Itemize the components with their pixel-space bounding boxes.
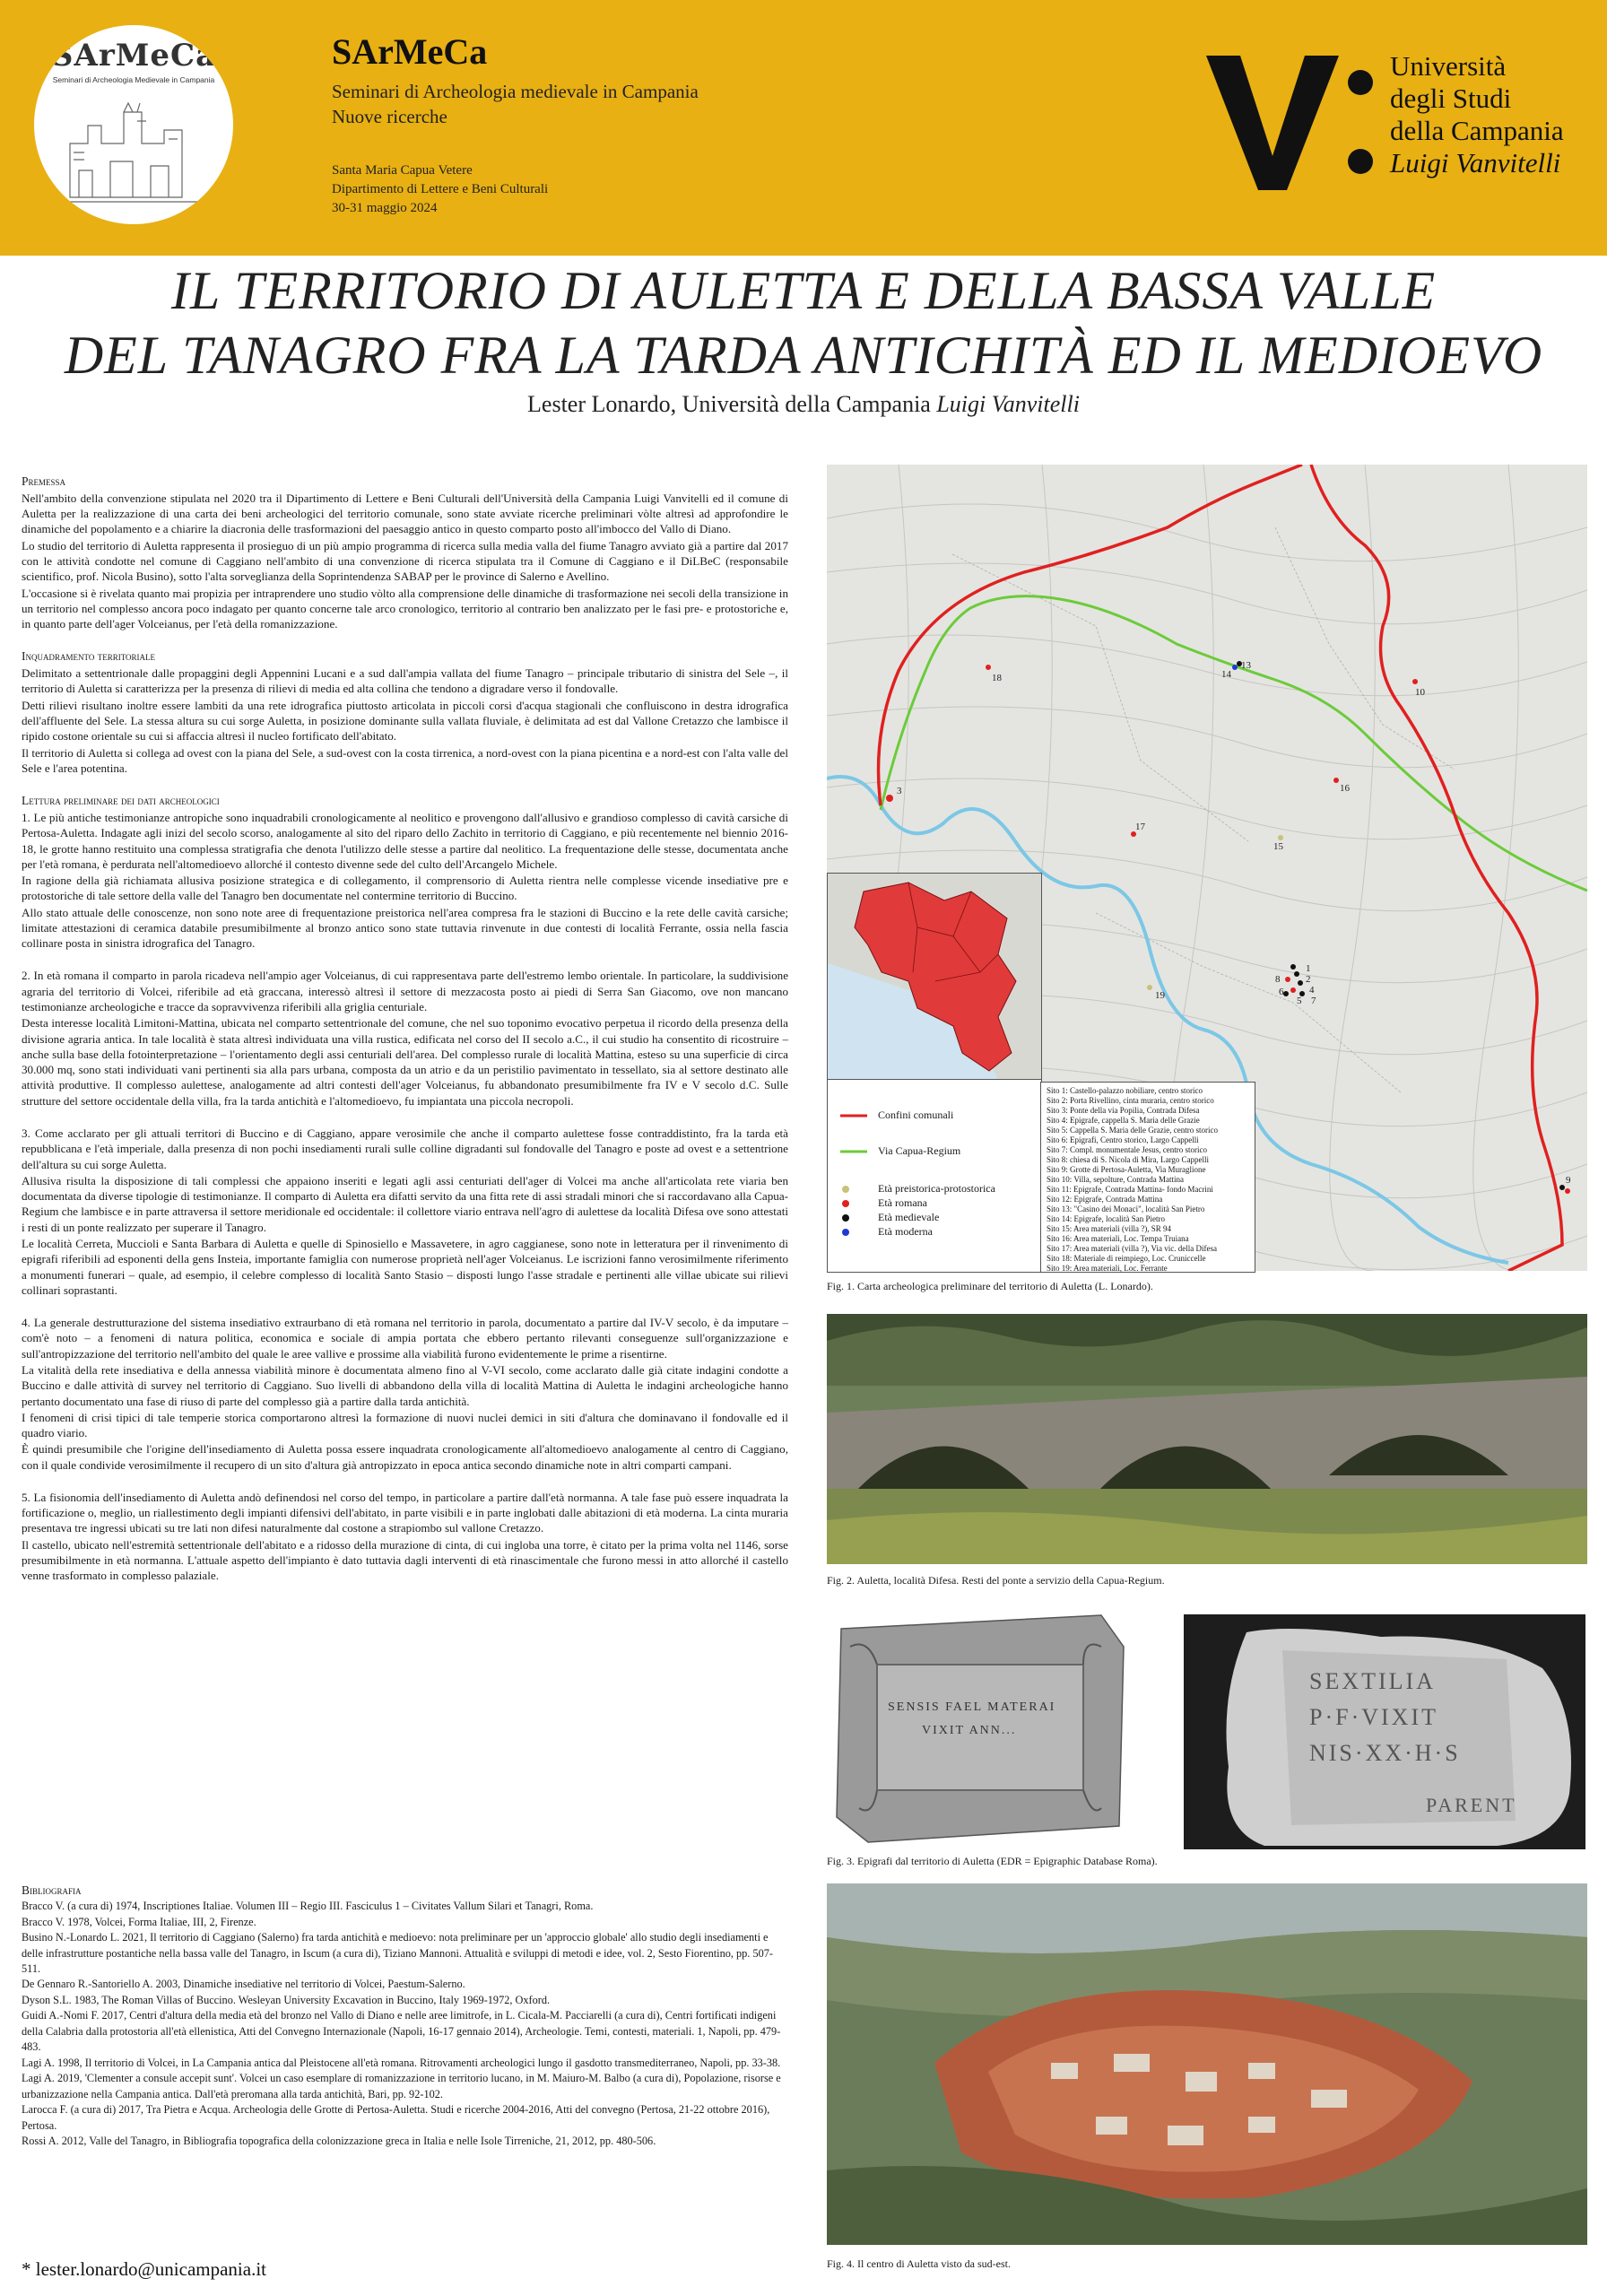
site-marker-1 (1290, 964, 1296, 970)
site-label: 14 (1221, 669, 1231, 680)
site-list-item: Sito 10: Villa, sepolture, Contrada Mattina (1047, 1175, 1185, 1184)
paragraph: Il castello, ubicato nell'estremità settentrionale dell'abitato e a ridosso della murazione di cinta, di cui ingloba una torre, è citato per la prima volta nel 1146, sorse presumibilmente in età normanna. L'attuale aspetto dell'impianto è dato tuttavia dagli interventi di età rinascimentale che furono messi in atto allorché il castello venne trasformato in complesso palaziale. (22, 1537, 788, 1583)
site-list-item: Sito 19: Area materiali, Loc. Ferrante (1047, 1264, 1168, 1273)
site-label: 17 (1135, 822, 1145, 832)
org-name: SArMeCa (332, 31, 488, 72)
event-department: Dipartimento di Lettere e Beni Culturali (332, 182, 549, 196)
site-marker-16 (1333, 778, 1339, 783)
inscription-text: NIS·XX·H·S (1309, 1740, 1461, 1766)
archaeological-map (827, 465, 1587, 1271)
site-marker-9 (1559, 1185, 1565, 1190)
site-label: 7 (1311, 996, 1316, 1006)
campania-region-icon (828, 874, 1041, 1080)
site-marker-6 (1290, 987, 1296, 993)
site-marker-3 (886, 795, 893, 802)
site-label: 15 (1273, 841, 1283, 852)
paragraph: In ragione della già richiamata allusiva posizione strategica e di collegamento, il comprensorio di Auletta rientra nelle complesse vicende insediative pre e protostoriche di tale settore della valle del Tanagro ben documentate nel contermine territorio di Buccino. (22, 874, 788, 903)
site-list-item: Sito 3: Ponte della via Popilia, Contrada Difesa (1047, 1106, 1200, 1115)
paragraph: Il territorio di Auletta si collega ad ovest con la piana del Sele, a sud-ovest con la costa tirrenica, a nord-ovest con la piana picentina e a nord-est con l'alta valle del Sele e l'area potentina. (22, 745, 788, 775)
author-line (0, 391, 1607, 418)
paragraph: La vitalità della rete insediativa e della annessa viabilità minore è documentata almeno fino al V-VI secolo, come acclarato dalle già citate indagini condotte a Buccino e dalle attività di survey nel territorio di Caggiano. Suo livelli di abbandono della villa di località Mattina di Auletta le indagini archeologiche hanno pertanto documentato una fase di riuso di parte del complesso già a partire dalla tarda antichità. (22, 1362, 788, 1408)
bibliography-entry: Dyson S.L. 1983, The Roman Villas of Buccino. Wesleyan University Excavation in Buccino, Italy 1969-1972, Oxford. (22, 1993, 551, 2006)
sarmeca-logo (34, 25, 233, 224)
legend-confini: Confini comunali (878, 1109, 954, 1121)
site-list-item: Sito 14: Epigrafe, località San Pietro (1047, 1214, 1165, 1223)
logo-subtitle: Seminari di Archeologia Medievale in Campania (52, 75, 215, 84)
bibliography-entry: Lagi A. 1998, Il territorio di Volcei, in La Campania antica dal Pleistocene all'età romana. Ritrovamenti archeologici lungo il gasdotto transmediterraneo, Napoli, pp. 33-38. (22, 2056, 781, 2069)
inscription-text: PARENT (1426, 1794, 1517, 1816)
site-list-item: Sito 1: Castello-palazzo nobiliare, centro storico (1047, 1086, 1203, 1095)
site-marker-13 (1232, 665, 1238, 670)
legend-romana: Età romana (878, 1196, 927, 1209)
site-label: 3 (897, 786, 902, 796)
author-email[interactable]: * lester.lonardo@unicampania.it (22, 2258, 267, 2280)
site-list-item: Sito 4: Epigrafe, cappella S. Maria delle Grazie (1047, 1116, 1200, 1125)
bibliography-entry: Rossi A. 2012, Valle del Tanagro, in Bibliografia topografica della colonizzazione greca in Italia e nelle Isole Tirreniche, 21, 2012, pp. 480-506. (22, 2134, 656, 2147)
bibliography-entry: Bracco V. (a cura di) 1974, Inscriptiones Italiae. Volumen III – Regio III. Fasciculus 1 – Civitates Vallum Silari et Tanagri, Roma. (22, 1900, 594, 1913)
site-list (1040, 1082, 1255, 1273)
site-list-item: Sito 15: Area materiali (villa ?), SR 94 (1047, 1224, 1171, 1233)
figure-2-caption (827, 1574, 1165, 1587)
inscription-text: VIXIT ANN... (922, 1724, 1017, 1737)
site-marker-19 (1147, 985, 1152, 990)
site-label: 9 (1566, 1175, 1571, 1186)
site-marker-18 (986, 665, 991, 670)
paragraph: L'occasione si è rivelata quanto mai propizia per intraprendere uno studio vòlto alla comprensione delle dinamiche di trasformazione nei secoli della transizione in un territorio nel complesso ancora poco indagato per quanto concerne tale arco cronologico, territorio al contrario ben analizzato per le fasi pre- e protostoriche e, in quanto parte dell'ager Volceianus, per l'età della romanizzazione. (22, 586, 788, 631)
org-subtitle-1: Seminari di Archeologia medievale in Campania (332, 81, 699, 102)
bibliography-heading: Bibliografia (22, 1883, 82, 1897)
bibliography-entry: Lagi A. 2019, 'Clementer a consule accepit sunt'. Volcei un caso esemplare di romanizzazione in territorio lucano, in M. Maiuro-M. Balbo (a cura di), Popolazione, risorse e urbanizzazione nella Campania antica. Dall'età preromana alla tarda antichità, Bari, pp. 92-102. (22, 2072, 781, 2100)
site-label: 13 (1241, 660, 1251, 671)
section-heading-lettura: Lettura preliminare dei dati archeologici (22, 794, 220, 808)
poster-title-line-2: DEL TANAGRO FRA LA TARDA ANTICHITÀ ED IL MEDIOEVO (64, 326, 1543, 385)
org-subtitle-2: Nuove ricerche (332, 106, 447, 127)
site-list-item: Sito 17: Area materiali (villa ?), Via vic. della Difesa (1047, 1244, 1217, 1253)
caption-text: Fig. 2. Auletta, località Difesa. Resti del ponte a servizio della Capua-Regium. (827, 1574, 1165, 1587)
inscription-photo-b (1184, 1614, 1585, 1849)
site-marker-10 (1412, 679, 1418, 684)
site-label: 6 (1279, 987, 1284, 997)
header-band (0, 0, 1607, 256)
site-list-item: Sito 13: "Casino dei Monaci", località San Pietro (1047, 1205, 1205, 1213)
site-list-item: Sito 6: Epigrafi, Centro storico, Largo Cappelli (1047, 1135, 1199, 1144)
bibliography-entry: Bracco V. 1978, Volcei, Forma Italiae, III, 2, Firenze. (22, 1915, 256, 1928)
university-name-3: della Campania (1390, 115, 1564, 146)
site-list-item: Sito 2: Porta Rivellino, cinta muraria, centro storico (1047, 1096, 1214, 1105)
site-marker-4 (1285, 977, 1290, 982)
bibliography-entry: Guidi A.-Nomi F. 2017, Centri d'altura della media età del bronzo nel Vallo di Diano e nelle aree limitrofe, in L. Cicala-M. Pacciarelli (a cura di), Centri fortificati indigeni della Calabria dalla protostoria all'età ellenistica, Atti del Convegno Internazionale (Napoli, 16-17 gennaio 2014), Archeologie. Temi, contesti, materiali. 1, Napoli, pp. 479-483. (22, 2009, 781, 2054)
site-label: 19 (1155, 990, 1165, 1001)
main-text-column (22, 474, 788, 1585)
legend-via: Via Capua-Regium (878, 1144, 961, 1157)
site-list-item: Sito 11: Epigrafe, Contrada Mattina- fondo Macrini (1047, 1185, 1213, 1194)
legend-preistorica: Età preistorica-protostorica (878, 1182, 995, 1195)
paragraph: 1. Le più antiche testimonianze antropiche sono inquadrabili cronologicamente al neolitico e provengono dall'allusivo e grandioso complesso di cavità carsiche di Pertosa-Auletta. Indagate agli inizi del secolo scorso, analogamente al sito del riparo dello Zachito in territorio di Caggiano, e più recentemente nel biennio 2016-18, le grotte hanno restituito una complessa stratigrafia che denota l'utilizzo delle stesse a partire dal neolitico. La frequentazione delle stesse, documentata anche per l'età romana, è perdurata nell'altomedioevo allorché il contesto divenne sede del culto dell'Arcangelo Michele. (22, 810, 788, 871)
author-name: Lester Lonardo, Università della Campania (527, 391, 937, 417)
figure-4-caption: Fig. 4. Il centro di Auletta visto da sud-est. (827, 2257, 1011, 2270)
section-heading-inquadramento: Inquadramento territoriale (22, 649, 156, 664)
paragraph: Le località Cerreta, Muccioli e Santa Barbara di Auletta e quelle di Spinosiello e Massavetere, in agro caggianese, sono note in letteratura per il rinvenimento di epigrafi riferibili ad esponenti della gens Insteia, importante famiglia con numerose proprietà nell'ager Volceianus. Le iscrizioni fanno verosimilmente riferimento a monumenti funerari – quale, ad esempio, il celebre complesso di località Santo Stasio – disposti lungo l'asse stradale e pertinenti alle villae ubicate sui rilievi collinari soprastanti. (22, 1236, 788, 1297)
paragraph: 4. La generale destrutturazione del sistema insediativo extraurbano di età romana nel territorio in parola, documentato a partire dal IV-V secolo, è da imputare – com'è noto – a fenomeni di natura politica, economica e sociale di ampia portata che ebbero pertanto rilevanti conseguenze sull'organizzazione e sull'antropizzazione del territorio nell'ambito del quale le aree vallive e prossime alla viabilità furono evidentemente le prime a risentirne. (22, 1316, 788, 1361)
site-marker-2 (1294, 971, 1299, 977)
figure-3-caption: Fig. 3. Epigrafi dal territorio di Auletta (EDR = Epigraphic Database Roma). (827, 1855, 1158, 1867)
legend-medievale: Età medievale (878, 1211, 940, 1223)
site-label: 16 (1340, 783, 1350, 794)
paragraph: 2. In età romana il comparto in parola ricadeva nell'ampio ager Volceianus, di cui rappresentava parte dell'estremo lembo orientale. In particolare, la suddivisione agraria del territorio di Volcei, riferibile ad età graccana, interessò altresì il settore di mezzacosta posto ai piedi di Serra San Giacomo, ove non mancano testimonianze archeologiche e tracce da sopravvivenza riferibili alla griglia centuriale. (22, 969, 788, 1014)
site-label: 4 (1309, 985, 1315, 996)
inscription-text: SENSIS FAEL MATERAI (888, 1700, 1056, 1714)
site-label: 18 (992, 673, 1002, 683)
site-label: 1 (1306, 963, 1311, 974)
site-label: 10 (1415, 687, 1425, 698)
site-list-item: Sito 5: Cappella S. Maria delle Grazie, centro storico (1047, 1126, 1218, 1135)
site-marker-9b (1565, 1188, 1570, 1194)
site-list-item: Sito 16: Area materiali, Loc. Tempa Truiana (1047, 1234, 1189, 1243)
bibliography-entry: De Gennaro R.-Santoriello A. 2003, Dinamiche insediative nel territorio di Volcei, Paestum-Salerno. (22, 1978, 465, 1991)
site-label: 5 (1297, 996, 1302, 1006)
paragraph: I fenomeni di crisi tipici di tale temperie storica comportarono altresì la formazione di nuovi nuclei demici in siti d'altura che dominavano il fondovalle ed il quadro viario. (22, 1410, 788, 1440)
castle-sketch-icon (61, 90, 206, 206)
bibliography-entry: Larocca F. (a cura di) 2017, Tra Pietra e Acqua. Archeologia delle Grotte di Pertosa-Auletta. Studi e ricerche 2004-2016, Atti del convegno (Pertosa, 21-22 ottobre 2016), Pertosa. (22, 2103, 770, 2132)
inscription-photo-a (832, 1611, 1128, 1846)
poster-title-line-1: IL TERRITORIO DI AULETTA E DELLA BASSA VALLE (170, 261, 1437, 320)
aerial-view-image (827, 1883, 1587, 2245)
paragraph: Delimitato a settentrionale dalle propaggini degli Appennini Lucani e a sud dall'ampia vallata del fiume Tanagro – principale tributario di sinistra del Sele –, il territorio di Auletta si caratterizza per la presenza di rilievi di media ed alta collina che tendono a digradare verso il fondovalle. (22, 666, 788, 696)
site-list-item: Sito 7: Compl. monumentale Jesus, centro storico (1047, 1145, 1207, 1154)
inscription-text: P·F·VIXIT (1309, 1704, 1438, 1730)
site-label: 8 (1275, 974, 1281, 985)
inscription-stone-image (1184, 1614, 1585, 1849)
figure-1-caption: Fig. 1. Carta archeologica preliminare del territorio di Auletta (L. Lonardo). (827, 1280, 1153, 1292)
paragraph: 5. La fisionomia dell'insediamento di Auletta andò definendosi nel corso del tempo, in particolare a partire dall'età normanna. A tale fase può essere inquadrata la fortificazione o, meglio, un riallestimento degli impianti difensivi dell'abitato, in parte visibili e in parte inglobati dalle abitazioni di età moderna. La cinta muraria presentava tre ingressi ubicati su tre lati non difesi naturalmente dal costone a strapiombo sul vallone Cretazzo. (22, 1490, 788, 1535)
site-label: 2 (1306, 974, 1311, 985)
paragraph: Allo stato attuale delle conoscenze, non sono note aree di frequentazione preistorica nell'area compresa fra le stazioni di Buccino e la rete delle cavità carsiche; limitate attestazioni di ceramica databile presumibilmente al bronzo antico sono state tuttavia rinvenute in due contesti di località Ferrante, ossia nella fascia collinare posta in sinistra idrografica del Tanagro. (22, 905, 788, 951)
section-heading-premessa: Premessa (22, 474, 66, 488)
map-legend (827, 1079, 1042, 1273)
aerial-town-photo (827, 1883, 1587, 2245)
logo-title: SArMeCa (50, 38, 217, 74)
legend-moderna: Età moderna (878, 1225, 933, 1238)
site-list-item: Sito 8: chiesa di S. Nicola di Mira, Largo Cappelli (1047, 1155, 1210, 1164)
campania-inset-map (827, 873, 1042, 1081)
paragraph: Desta interesse località Limitoni-Mattina, ubicata nel comparto settentrionale del comune, che nel suo toponimo evocativo perpetua il ricordo della presenza della divisione agraria antica. In tale località è stata altresì individuata una villa rustica, edificata nel corso del II secolo a.C., il cui studio ha consentito di ricostruire – anche sulla base della fotointerpretazione – l'orientamento degli assi centuriali dell'area. Del complesso rurale di località Mattina, esteso su una superficie di circa 30.000 mq, sono stati individuati vani pertinenti sia alla pars urbana, composta da un atrio e da un peristilio pavimentato in tessellato, sia al settore destinato alle attività produttive. Il complesso aulettese, analogamente ad altri contesti dell'ager Volceianus, fu abbandonato presumibilmente fra IV e V secolo d.C. Sulle strutture del settore occidentale della villa, fra la tarda antichità e l'altomedioevo, fu impiantata una piccola necropoli. (22, 1016, 788, 1108)
event-dates: 30-31 maggio 2024 (332, 201, 438, 215)
paragraph: Lo studio del territorio di Auletta rappresenta il prosieguo di un più ampio programma di ricerca sulla media valla del fiume Tanagro avviato già a partire dal 2017 con le attività condotte nel comune di Caggiano nell'ambito di una convenzione di ricerca stipulata tra il Comune di Caggiano e il DiLBeC (responsabile scientifico, prof. Nicola Busino), sotto l'alta sorveglianza della Soprintendenza SABAP per le province di Salerno e Avellino. (22, 538, 788, 584)
paragraph: 3. Come acclarato per gli attuali territori di Buccino e di Caggiano, appare verosimile che anche il comparto aulettese fosse contraddistinto, fra la tarda età repubblicana e l'età imperiale, dalla presenza di non pochi insediamenti rurali sulle colline digradanti sul fondovalle del Tanagro e poste ad ovest e a settentrione dell'altura su cui sorge Auletta. (22, 1126, 788, 1171)
site-marker-5 (1298, 980, 1303, 986)
bibliography (22, 1882, 788, 2149)
bridge-ruins-image (827, 1314, 1587, 1564)
site-list-item: Sito 12: Epigrafe, Contrada Mattina (1047, 1195, 1163, 1204)
university-name-4: Luigi Vanvitelli (1390, 147, 1561, 178)
university-v-logo-icon (1206, 56, 1377, 190)
bibliography-entry: Busino N.-Lonardo L. 2021, Il territorio di Caggiano (Salerno) fra tarda antichità e medioevo: nota preliminare per un 'approccio globale' allo studio degli insediamenti e delle infrastrutture postantiche nella bassa valle del Tanagro, in Iscum (a cura di), Tiziano Mannoni. Attualità e sviluppi di metodi e idee, vol. 2, Sesto Fiorentino, pp. 507-511. (22, 1931, 773, 1975)
university-name-2: degli Studi (1390, 83, 1512, 114)
paragraph: Allusiva risulta la disposizione di tali complessi che appaiono inseriti e legati agli assi centuriati dell'ager di Volcei ma anche all'articolata rete viaria ben documentata da diverse tipologie di testimonianze. Il comparto di Auletta era difatti servito da una fitta rete di assi stradali minori che si raccordavano alla Capua-Regium che lambisce e in parte attraversa il settore meridionale ed occidentale: il collettore viario entrava nell'agro di aulettese da località Difesa ove sono attestati i resti di un ponte realizzato per superare il Tanagro. (22, 1173, 788, 1234)
paragraph: Detti rilievi risultano inoltre essere lambiti da una rete idrografica piuttosto articolata in piccoli corsi d'acqua stagionali che confluiscono in destra idrografica dell'affluente del Sele. La stessa altura su cui sorge Auletta, in posizione dominante sulla vallata fluviale, è delimitata ad est dal Vallone Cretazzo che lambisce il ripido costone orientale su cui si affaccia altresì il nucleo fortificato dell'abitato. (22, 698, 788, 744)
site-marker-15 (1278, 835, 1283, 840)
author-affiliation-italic: Luigi Vanvitelli (936, 391, 1080, 417)
bridge-photo (827, 1314, 1587, 1564)
paragraph: È quindi presumibile che l'origine dell'insediamento di Auletta possa essere inquadrata cronologicamente all'altomedioevo analogamente al centro di Caggiano, con il quale condivide verosimilmente il recupero di un sito d'altura già antropizzato in epoca antica secondo dinamiche note in altri comparti campani. (22, 1442, 788, 1472)
inscription-text: SEXTILIA (1309, 1668, 1436, 1694)
site-list-item: Sito 18: Materiale di reimpiego, Loc. Cruniccelle (1047, 1254, 1206, 1263)
paragraph: Nell'ambito della convenzione stipulata nel 2020 tra il Dipartimento di Lettere e Beni Culturali dell'Università della Campania Luigi Vanvitelli ed il comune di Auletta per la realizzazione di una carta dei beni archeologici del territorio comunale, sono state avviate ricerche preliminari vòlte altresì ad approfondire le dinamiche del popolamento e a chiarire la diacronia delle trasformazioni del paesaggio antico in questo comparto posto all'imbocco del Vallo di Diano. (22, 491, 788, 536)
event-place: Santa Maria Capua Vetere (332, 163, 473, 178)
university-name-1: Università (1390, 50, 1507, 82)
site-list-item: Sito 9: Grotte di Pertosa-Auletta, Via Muraglione (1047, 1165, 1206, 1174)
